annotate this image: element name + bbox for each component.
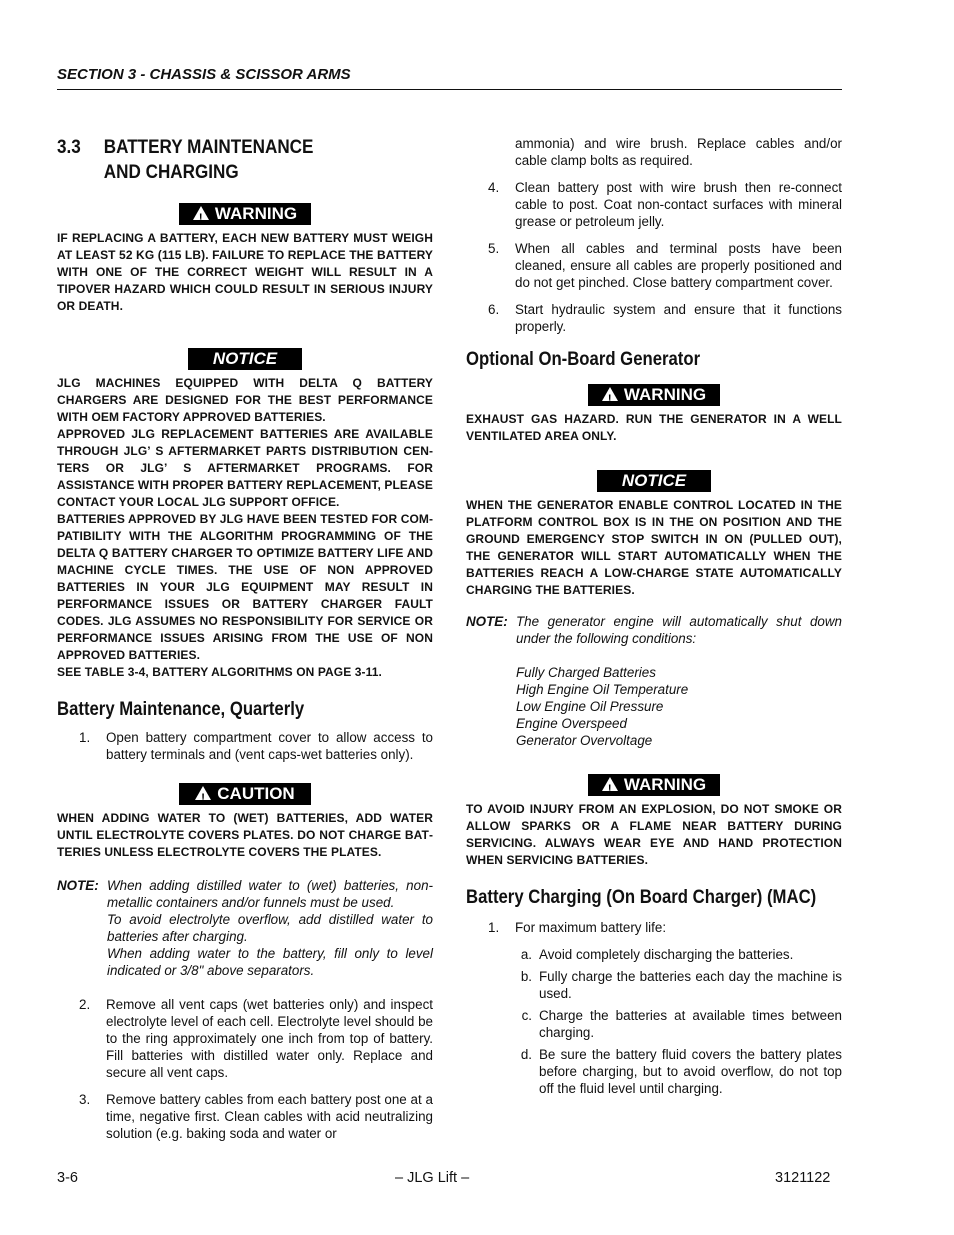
left-column [57,132,433,1142]
list-item: 5. When all cables and terminal posts have been cleaned, ensure all cables are properly positioned and do not get pinched. Close battery compartment cover. [488,241,842,290]
footer-center: – JLG Lift – [395,1170,470,1186]
sub-list-item: d. Be sure the battery fluid covers the battery plates before charging, but to avoid overflow, do not top off the fluid level until charging. [520,1047,842,1096]
subsection-heading-generator: Optional On-Board Generator [466,349,701,370]
caution-triangle-icon [195,786,211,800]
note-line-2: To avoid electrolyte overflow, add distilled water to batteries after charging. [107,912,433,944]
warning-text-2: EXHAUST GAS HAZARD. RUN THE GENERATOR IN A WELL VENTILATED AREA ONLY. [466,412,842,443]
list-item: 1. Open battery compartment cover to allow access to battery terminals and (vent caps-wet batteries only). [79,730,433,762]
warning-text-3: TO AVOID INJURY FROM AN EXPLOSION, DO NOT SMOKE OR ALLOW SPARKS OR A FLAME NEAR BATTERY DURING SERVICING. ALWAYS WEAR EYE AND HAND PROTECTION WHEN SERVICING BATTERIES. [466,802,842,867]
steps-list-right [466,135,842,335]
warning-badge-2 [588,384,720,406]
notice-text-2: APPROVED JLG REPLACEMENT BATTERIES ARE AVAILABLE THROUGH JLG’ S AFTERMARKET PARTS DISTRIBUTION CENTERS OR JLG’ S AFTERMARKET PROGRAMS. FOR ASSISTANCE WITH PROPER BATTERY REPLACEMENT, PLEASE CONTACT YOUR LOCAL JLG SUPPORT OFFICE. [57,427,433,509]
condition-item: Fully Charged Batteries [516,665,656,680]
warning-badge-2-wrap [466,384,842,406]
condition-item: Generator Overvoltage [516,733,653,748]
list-item: 3. Remove battery cables from each battery post one at a time, negative first. Clean cables with acid neutralizing solution (e.g. baking soda and water or [79,1092,433,1141]
notice-badge-1-wrap [57,348,433,370]
note-label: NOTE: [466,614,508,629]
right-column [466,135,842,1097]
warning-label: WARNING [214,204,298,223]
warning-badge-3-wrap [466,774,842,796]
header-rule [57,89,842,90]
footer-page-number: 3-6 [57,1170,78,1186]
caution-text: WHEN ADDING WATER TO (WET) BATTERIES, ADD WATER UNTIL ELECTROLYTE COVERS PLATES. DO NOT CHARGE BATTERIES UNLESS ELECTROLYTE COVERS THE PLATES. [57,811,433,859]
caution-badge [179,783,311,805]
notice-text-4: SEE TABLE 3-4, BATTERY ALGORITHMS ON PAGE 3-11. [57,665,382,679]
sub-list-item: c. Charge the batteries at available times between charging. [521,1008,842,1040]
section-title [57,135,395,185]
steps-list-left-2 [57,996,433,1142]
charging-list [466,919,842,936]
note-block-right [466,613,842,749]
warning-triangle-icon [602,387,618,401]
warning-badge-1-wrap [57,203,433,225]
note-line-1: When adding distilled water to (wet) batteries, non-metallic containers and/or funnels must be used. [107,878,433,910]
subsection-heading-charging: Battery Charging (On Board Charger) (MAC) [466,887,817,908]
footer-doc-number: 3121122 [775,1170,831,1186]
note-label: NOTE: [57,878,99,893]
section-title-text: BATTERY MAINTENANCE AND CHARGING [103,137,314,183]
warning-triangle-icon [602,777,618,791]
subsection-heading-quarterly: Battery Maintenance, Quarterly [57,699,305,720]
list-item: 4. Clean battery post with wire brush then re-connect cable to post. Coat non-contact surfaces with mineral grease or petroleum jelly. [488,180,842,229]
section-header: SECTION 3 - CHASSIS & SCISSOR ARMS [57,66,351,83]
warning-text-1: IF REPLACING A BATTERY, EACH NEW BATTERY MUST WEIGH AT LEAST 52 KG (115 LB). FAILURE TO REPLACE THE BATTERY WITH ONE OF THE CORRECT WEIGHT WILL RESULT IN A TIPOVER HAZARD WHICH COULD RESULT IN SERIOUS INJURY OR DEATH. [57,231,433,313]
condition-item: Low Engine Oil Pressure [516,699,664,714]
list-item: ammonia) and wire brush. Replace cables and/or cable clamp bolts as required. [515,136,842,168]
notice-text-1: JLG MACHINES EQUIPPED WITH DELTA Q BATTERY CHARGERS ARE DESIGNED FOR THE BEST PERFORMANCE WITH OEM FACTORY APPROVED BATTERIES. [57,376,433,424]
steps-list-left [57,729,433,763]
note-line-3: When adding water to the battery, fill only to level indicated or 3/8" above separators. [107,946,433,978]
note-block-left [57,877,433,979]
notice-badge-2: NOTICE [597,470,711,492]
warning-badge-1 [179,203,311,225]
section-number: 3.3 [57,137,81,158]
note-text: The generator engine will automatically shut down under the following conditions: [516,614,842,646]
caution-label: CAUTION [217,784,295,803]
warning-label: WARNING [623,775,707,794]
condition-item: Engine Overspeed [516,716,627,731]
condition-item: High Engine Oil Temperature [516,682,689,697]
notice-text-3: BATTERIES APPROVED BY JLG HAVE BEEN TESTED FOR COMPATIBILITY WITH THE ALGORITHM PROGRAMMING OF THE DELTA Q BATTERY CHARGER TO OPTIMIZE BATTERY LIFE AND MACHINE CYCLE TIMES. THE USE OF NON APPROVED BATTERIES IN YOUR JLG EQUIPMENT MAY RESULT IN PERFORMANCE ISSUES OR BATTERY CHARGER FAULT CODES. JLG ASSUMES NO RESPONSIBILITY FOR SERVICE OR PERFORMANCE ISSUES ARISING FROM THE USE OF NON APPROVED BATTERIES. [57,512,433,662]
caution-badge-wrap [57,783,433,805]
warning-badge-3 [588,774,720,796]
notice-text-generator: WHEN THE GENERATOR ENABLE CONTROL LOCATED IN THE PLATFORM CONTROL BOX IS IN THE ON POSITION AND THE GROUND EMERGENCY STOP SWITCH IN ON (PULLED OUT), THE GENERATOR WILL START AUTOMATICALLY WHEN THE BATTERIES REACH A LOW-CHARGE STATE AUTOMATICALLY CHARGING THE BATTERIES. [466,498,842,597]
notice-badge-1: NOTICE [188,348,302,370]
list-item: 6. Start hydraulic system and ensure that it functions properly. [488,302,842,334]
warning-label: WARNING [623,385,707,404]
warning-triangle-icon [193,206,209,220]
list-item: 1. For maximum battery life: [488,920,667,935]
sub-list-item: a. Avoid completely discharging the batteries. [520,947,794,962]
notice-badge-2-wrap [466,470,842,492]
list-item: 2. Remove all vent caps (wet batteries only) and inspect electrolyte level of each cell. Electrolyte level should be to the ring approximately one inch from top of battery. Fill batteries with distilled water only. Replace and secure all vent caps. [79,997,433,1080]
sub-list-item: b. Fully charge the batteries each day the machine is used. [520,969,842,1001]
